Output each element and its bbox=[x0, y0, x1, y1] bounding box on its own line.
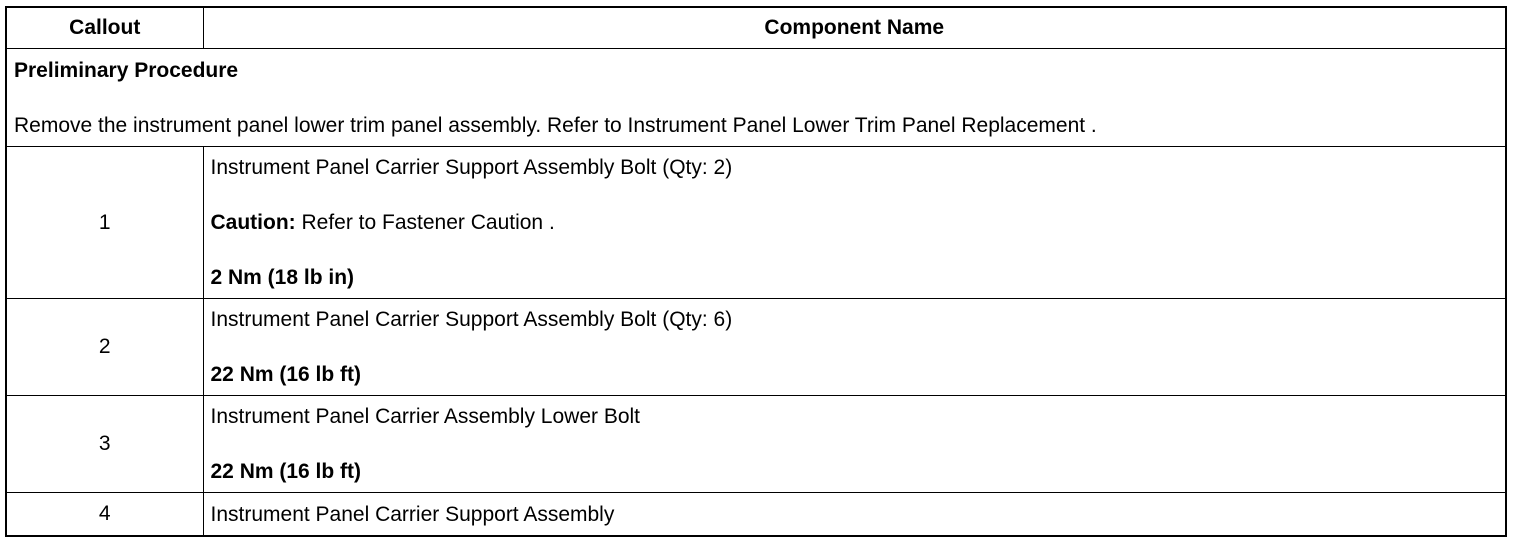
procedure-table bbox=[7, 8, 1505, 535]
header-row bbox=[7, 8, 1505, 49]
component-cell bbox=[203, 147, 1505, 299]
caution-line bbox=[211, 209, 1499, 236]
component-name: Instrument Panel Carrier Support Assembly Bolt (Qty: 2) bbox=[210, 156, 733, 180]
callout-cell: 3 bbox=[7, 396, 203, 493]
caution-text: Refer to Fastener Caution . bbox=[295, 211, 555, 235]
callout-cell: 2 bbox=[7, 299, 203, 396]
table-row bbox=[7, 299, 1505, 396]
component-cell bbox=[203, 396, 1505, 493]
component-name: Instrument Panel Carrier Support Assembly bbox=[210, 502, 615, 526]
preliminary-cell bbox=[7, 49, 1505, 147]
preliminary-row bbox=[7, 49, 1505, 147]
callout-cell: 1 bbox=[7, 147, 203, 299]
component-name: Instrument Panel Carrier Support Assembly Bolt (Qty: 6) bbox=[210, 308, 733, 332]
callout-cell: 4 bbox=[7, 493, 203, 535]
component-cell bbox=[203, 493, 1505, 535]
preliminary-text: Remove the instrument panel lower trim panel assembly. Refer to Instrument Panel Lower Trim Panel Replacement . bbox=[14, 113, 1097, 137]
header-component-name: Component Name bbox=[203, 8, 1505, 49]
table-row bbox=[7, 396, 1505, 493]
table-row bbox=[7, 147, 1505, 299]
component-cell bbox=[203, 299, 1505, 396]
torque-spec: 2 Nm (18 lb in) bbox=[210, 266, 355, 290]
caution-label: Caution: bbox=[210, 211, 296, 235]
torque-spec: 22 Nm (16 lb ft) bbox=[210, 363, 362, 387]
header-callout: Callout bbox=[7, 8, 203, 49]
preliminary-title: Preliminary Procedure bbox=[14, 58, 239, 82]
component-name: Instrument Panel Carrier Assembly Lower Bolt bbox=[210, 405, 641, 429]
table-row bbox=[7, 493, 1505, 535]
torque-spec: 22 Nm (16 lb ft) bbox=[210, 460, 362, 484]
procedure-table-frame bbox=[5, 6, 1507, 537]
